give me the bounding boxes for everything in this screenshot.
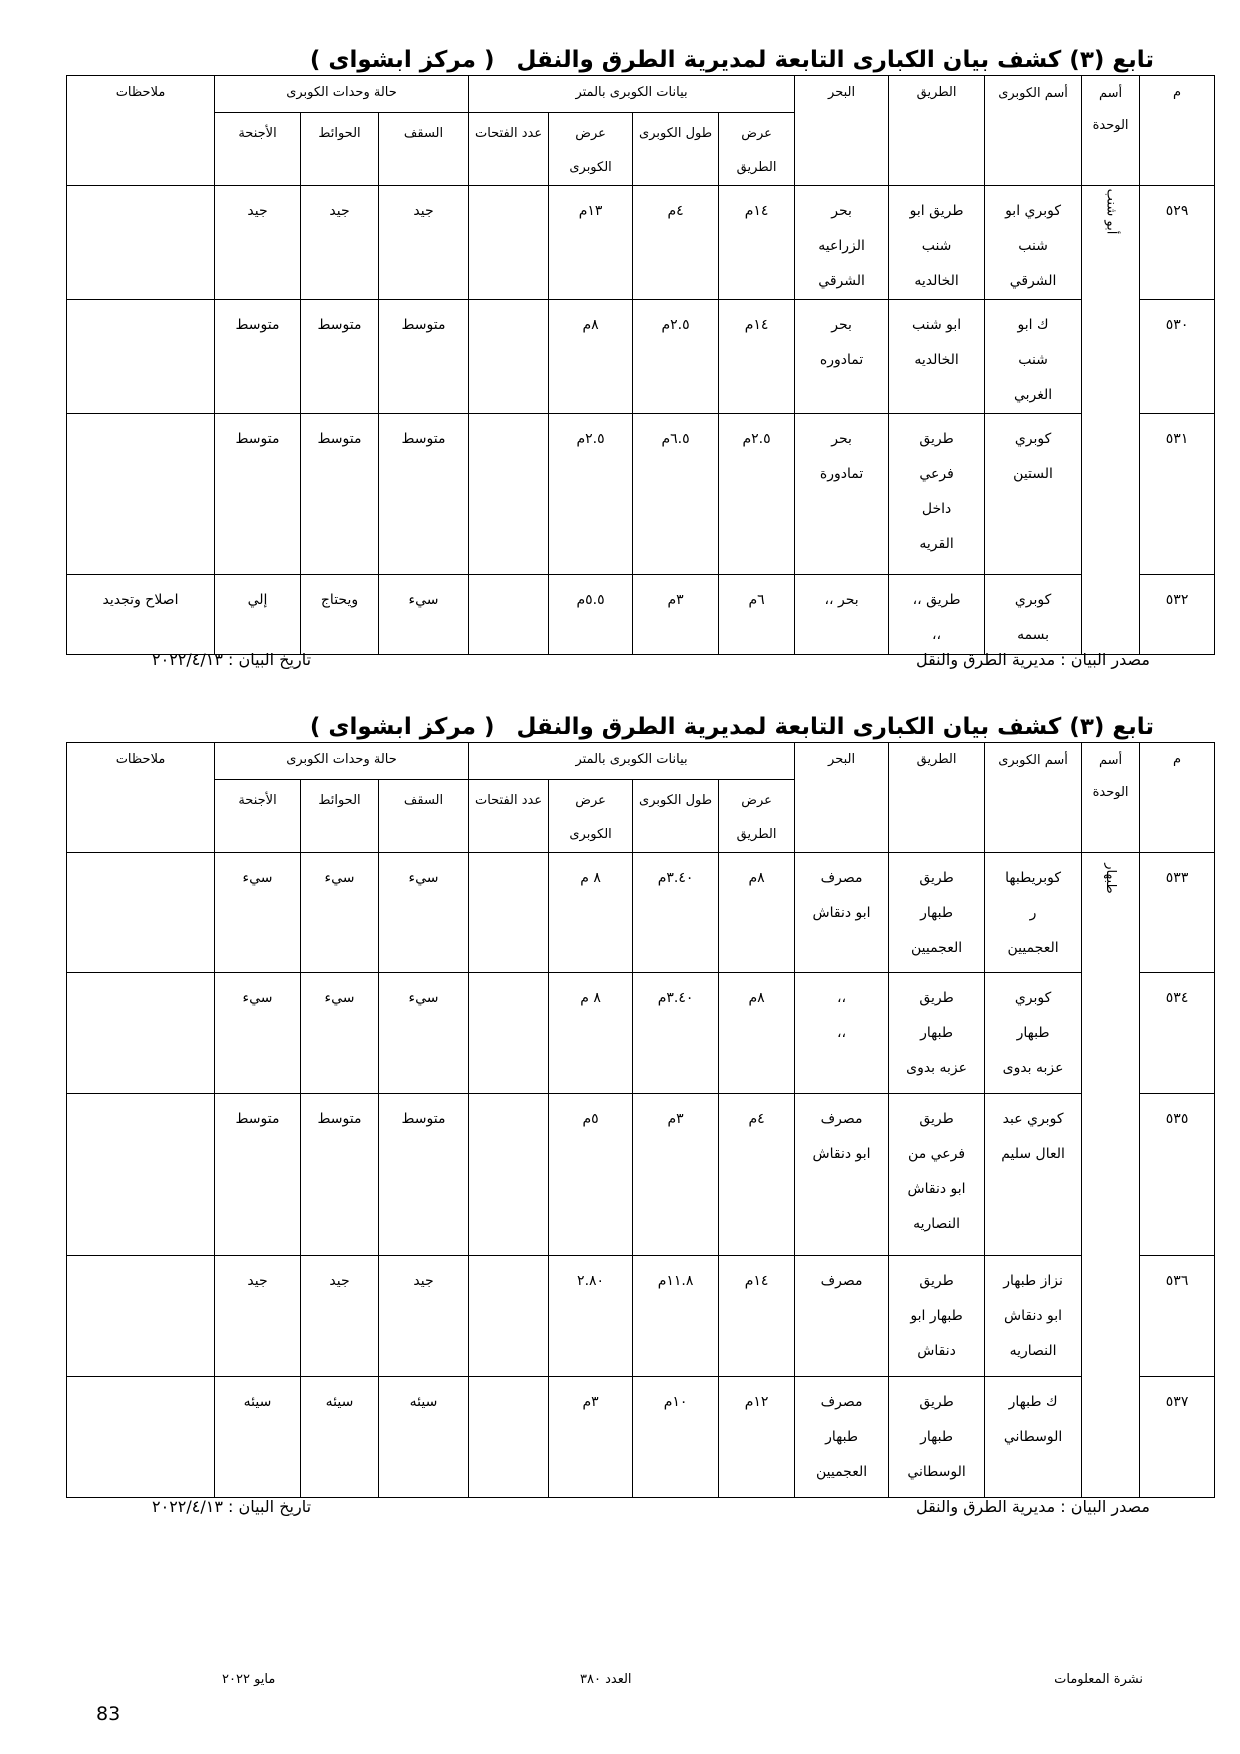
table-row [67,1094,1215,1256]
bridge-name-text: كوبري الستين [1013,431,1053,482]
cell-canal [795,300,889,414]
col-bridge-length: طول الكوبرى [633,780,719,853]
bridge-name-text: ك ابو شنب الغربي [1013,317,1053,403]
cell-num: ٥٣٧ [1140,1377,1215,1498]
cell-openings [469,1094,549,1256]
col-canal: البحر [795,743,889,853]
canal-text: بحر ،، [824,592,859,608]
cell-walls: جيد [301,1256,379,1377]
table-row [67,575,1215,655]
section-title-center: ( مركز ابشواى ) [309,47,495,73]
road-text: طريق طبهار عزبه بدوى [906,990,968,1076]
cell-road-width: ١٢م [719,1377,795,1498]
col-walls: الحوائط [301,113,379,186]
cell-road [889,853,985,973]
table-row [67,973,1215,1094]
bridge-name-text: كوبري طبهار عزبه بدوى [1002,990,1064,1076]
cell-unit-name [1082,853,1140,1498]
cell-road-width: ٤م [719,1094,795,1256]
col-openings: عدد الفتحات [469,113,549,186]
cell-bridge-width: ٨ م [549,973,633,1094]
col-group-bridge-state: حالة وحدات الكوبرى [215,76,469,113]
cell-bridge-name [985,575,1082,655]
cell-wings: سيء [215,853,301,973]
cell-walls: متوسط [301,414,379,575]
bridge-name-text: ك طبهار الوسطاني [1003,1394,1063,1445]
cell-bridge-length: ١٠م [633,1377,719,1498]
section-title-center: ( مركز ابشواى ) [309,714,495,740]
cell-bridge-name [985,1256,1082,1377]
cell-walls: متوسط [301,300,379,414]
cell-walls: سيء [301,973,379,1094]
cell-openings [469,853,549,973]
cell-bridge-width: ٢.٨٠ [549,1256,633,1377]
cell-num: ٥٣٥ [1140,1094,1215,1256]
col-walls: الحوائط [301,780,379,853]
footer-month: مايو ٢٠٢٢ [222,1672,276,1687]
bridge-name-text: نزاز طبهار ابو دنقاش النصاريه [1003,1273,1063,1359]
col-unit: أسم الوحدة [1082,76,1140,186]
cell-bridge-width: ٨ م [549,853,633,973]
bridges-table [66,75,1215,655]
bridges-table [66,742,1215,1498]
cell-notes [67,414,215,575]
col-wings: الأجنحة [215,780,301,853]
bridge-name-text: كوبري عبد العال سليم [1001,1111,1065,1162]
table-row [67,414,1215,575]
cell-notes [67,186,215,300]
cell-bridge-length: ٣.٤٠م [633,973,719,1094]
cell-road-width: ١٤م [719,186,795,300]
section-title-main: تابع (٣) كشف بيان الكبارى التابعة لمديرية الطرق والنقل [516,47,1154,73]
cell-wings: جيد [215,186,301,300]
cell-canal [795,575,889,655]
cell-bridge-width: ٥.٥م [549,575,633,655]
bridge-name-text: كوبريطبها ر العجميين [1005,870,1061,956]
road-text: طريق فرعي داخل القريه [919,431,954,552]
cell-wings: سيء [215,973,301,1094]
cell-road [889,575,985,655]
col-wings: الأجنحة [215,113,301,186]
cell-canal [795,1094,889,1256]
data-source: مصدر البيان : مديرية الطرق والنقل [915,1497,1150,1516]
footer-issue: العدد ٣٨٠ [580,1672,632,1687]
cell-walls: جيد [301,186,379,300]
cell-bridge-width: ٣م [549,1377,633,1498]
cell-num: ٥٣٢ [1140,575,1215,655]
canal-text: بحر الزراعيه الشرقي [818,203,865,289]
cell-openings [469,1256,549,1377]
cell-road-width: ١٤م [719,1256,795,1377]
cell-road [889,300,985,414]
cell-roof: متوسط [379,300,469,414]
cell-walls: سيئه [301,1377,379,1498]
table-row [67,1377,1215,1498]
cell-notes [67,300,215,414]
cell-road [889,1094,985,1256]
canal-text: بحر تمادوره [819,317,864,368]
cell-road [889,186,985,300]
cell-bridge-length: ٦.٥م [633,414,719,575]
cell-num: ٥٣١ [1140,414,1215,575]
cell-bridge-name [985,853,1082,973]
data-date: تاريخ البيان : ٢٠٢٢/٤/١٣ [152,650,312,669]
table-row [67,300,1215,414]
cell-canal [795,973,889,1094]
cell-num: ٥٣٠ [1140,300,1215,414]
cell-bridge-length: ٤م [633,186,719,300]
cell-road-width: ١٤م [719,300,795,414]
cell-bridge-width: ٢.٥م [549,414,633,575]
col-num: م [1140,743,1215,853]
cell-num: ٥٣٤ [1140,973,1215,1094]
col-road: الطريق [889,76,985,186]
canal-text: مصرف ابو دنقاش [812,870,871,921]
unit-name-label: طبهار [1103,863,1119,894]
cell-notes: اصلاح وتجديد [67,575,215,655]
footer-bulletin: نشرة المعلومات [1054,1672,1143,1687]
cell-wings: جيد [215,1256,301,1377]
col-unit: أسم الوحدة [1082,743,1140,853]
cell-roof: سيء [379,973,469,1094]
cell-roof: جيد [379,1256,469,1377]
cell-canal [795,1256,889,1377]
cell-road-width: ٦م [719,575,795,655]
col-roof: السقف [379,780,469,853]
cell-num: ٥٣٦ [1140,1256,1215,1377]
road-text: طريق طبهار ابو دنقاش [910,1273,963,1359]
data-date: تاريخ البيان : ٢٠٢٢/٤/١٣ [152,1497,312,1516]
cell-openings [469,1377,549,1498]
cell-bridge-name [985,414,1082,575]
cell-openings [469,973,549,1094]
section-title [310,712,1154,742]
cell-bridge-name [985,973,1082,1094]
road-text: طريق طبهار الوسطاني [907,1394,966,1480]
cell-roof: متوسط [379,414,469,575]
cell-canal [795,186,889,300]
col-road: الطريق [889,743,985,853]
col-road-width: عرض الطريق [719,113,795,186]
cell-roof: سيء [379,853,469,973]
table-row [67,186,1215,300]
cell-bridge-name [985,300,1082,414]
cell-openings [469,186,549,300]
col-openings: عدد الفتحات [469,780,549,853]
cell-road-width: ٢.٥م [719,414,795,575]
cell-openings [469,414,549,575]
col-roof: السقف [379,113,469,186]
table-row [67,1256,1215,1377]
col-canal: البحر [795,76,889,186]
col-bridge-name: أسم الكوبرى [985,743,1082,853]
cell-openings [469,300,549,414]
cell-bridge-width: ١٣م [549,186,633,300]
cell-bridge-width: ٥م [549,1094,633,1256]
cell-road [889,1256,985,1377]
cell-bridge-name [985,186,1082,300]
cell-road-width: ٨م [719,853,795,973]
cell-notes [67,1094,215,1256]
unit-name-label: أبو شنب [1103,188,1119,235]
road-text: طريق فرعي من ابو دنقاش النصاريه [907,1111,966,1232]
cell-canal [795,1377,889,1498]
cell-num: ٥٢٩ [1140,186,1215,300]
road-text: طريق ابو شنب الخالديه [909,203,964,289]
road-text: ابو شنب الخالديه [911,317,962,368]
cell-num: ٥٣٣ [1140,853,1215,973]
cell-bridge-length: ٣م [633,575,719,655]
cell-wings: متوسط [215,414,301,575]
col-group-bridge-data: بيانات الكوبرى بالمتر [469,76,795,113]
cell-roof: سيئه [379,1377,469,1498]
cell-notes [67,973,215,1094]
col-bridge-width: عرض الكوبرى [549,113,633,186]
cell-canal [795,853,889,973]
col-road-width: عرض الطريق [719,780,795,853]
cell-bridge-name [985,1094,1082,1256]
road-text: طريق ،، ،، [912,592,961,643]
data-source: مصدر البيان : مديرية الطرق والنقل [915,650,1150,669]
cell-bridge-length: ١١.٨م [633,1256,719,1377]
col-group-bridge-data: بيانات الكوبرى بالمتر [469,743,795,780]
cell-walls: ويحتاج [301,575,379,655]
cell-bridge-name [985,1377,1082,1498]
cell-roof: جيد [379,186,469,300]
road-text: طريق طبهار العجميين [910,870,963,956]
cell-wings: متوسط [215,1094,301,1256]
cell-roof: سيء [379,575,469,655]
col-bridge-name: أسم الكوبرى [985,76,1082,186]
cell-road [889,973,985,1094]
cell-unit-name [1082,186,1140,655]
col-notes: ملاحظات [67,76,215,186]
cell-notes [67,1256,215,1377]
bridge-name-text: كوبري بسمه [1014,592,1052,643]
cell-canal [795,414,889,575]
cell-bridge-length: ٣.٤٠م [633,853,719,973]
col-bridge-length: طول الكوبرى [633,113,719,186]
cell-bridge-length: ٣م [633,1094,719,1256]
cell-wings: سيئه [215,1377,301,1498]
col-notes: ملاحظات [67,743,215,853]
section-title-main: تابع (٣) كشف بيان الكبارى التابعة لمديرية الطرق والنقل [516,714,1154,740]
cell-wings: متوسط [215,300,301,414]
cell-road-width: ٨م [719,973,795,1094]
table-row [67,853,1215,973]
cell-notes [67,1377,215,1498]
page-number: 83 [96,1703,121,1725]
cell-walls: متوسط [301,1094,379,1256]
cell-walls: سيء [301,853,379,973]
cell-road [889,1377,985,1498]
cell-openings [469,575,549,655]
canal-text: مصرف [820,1273,863,1289]
cell-road [889,414,985,575]
canal-text: بحر تمادورة [819,431,864,482]
cell-bridge-length: ٢.٥م [633,300,719,414]
cell-roof: متوسط [379,1094,469,1256]
canal-text: ،، ،، [837,990,847,1041]
col-bridge-width: عرض الكوبرى [549,780,633,853]
cell-wings: إلي [215,575,301,655]
col-group-bridge-state: حالة وحدات الكوبرى [215,743,469,780]
canal-text: مصرف طبهار العجميين [815,1394,868,1480]
canal-text: مصرف ابو دنقاش [812,1111,871,1162]
cell-bridge-width: ٨م [549,300,633,414]
bridge-name-text: كوبري ابو شنب الشرقي [1005,203,1062,289]
col-num: م [1140,76,1215,186]
section-title [310,45,1154,75]
cell-notes [67,853,215,973]
